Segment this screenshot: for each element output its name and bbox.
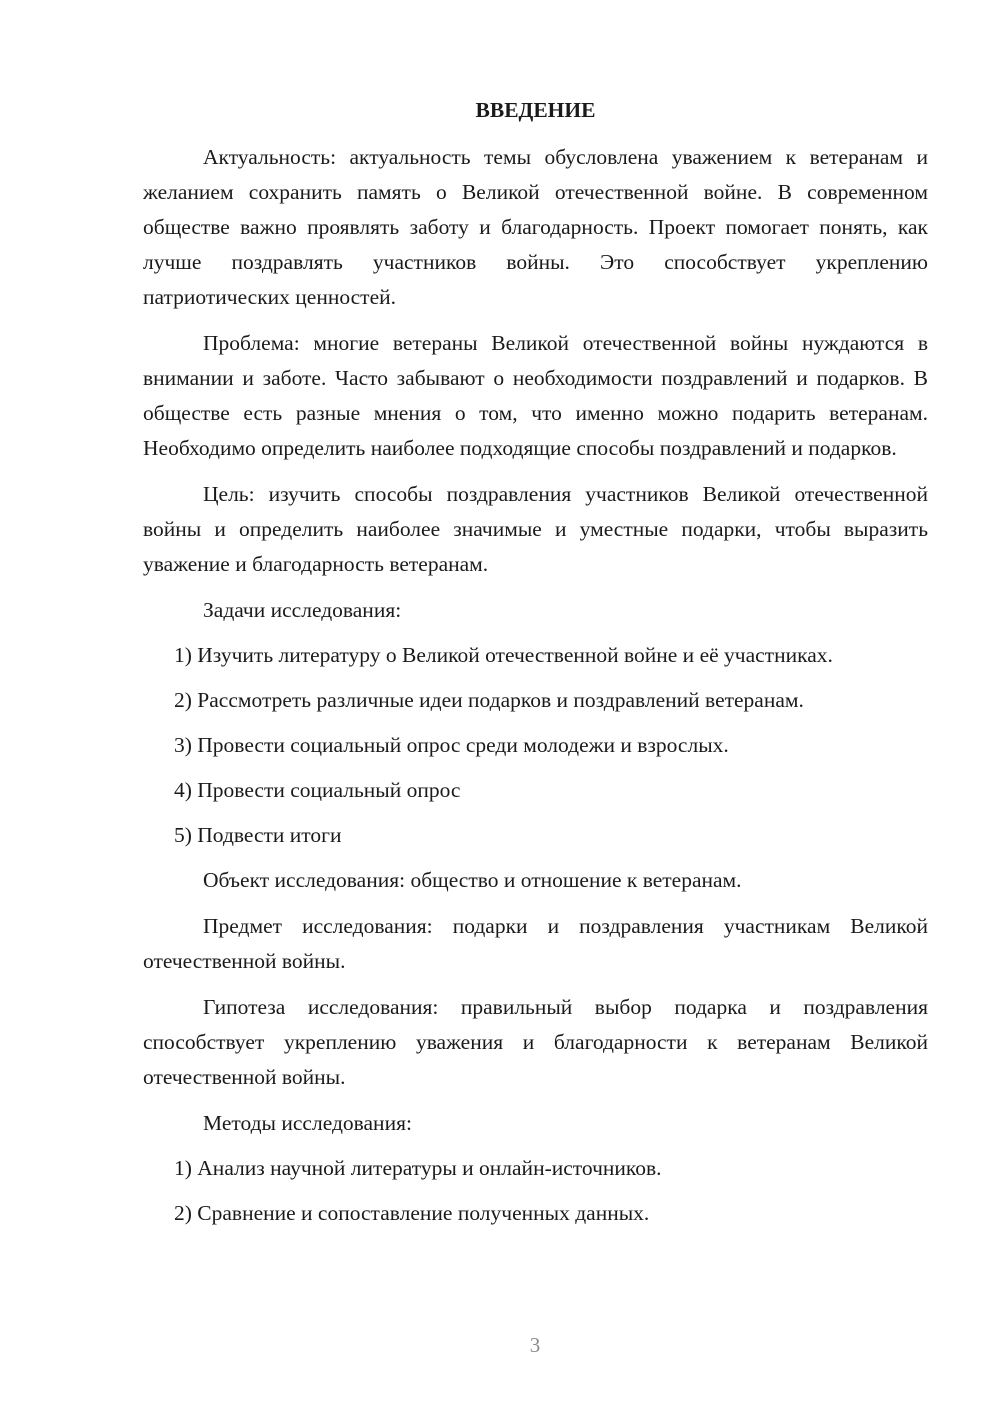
task-item: 3) Провести социальный опрос среди молодежи и взрослых. bbox=[174, 733, 729, 757]
task-item: 5) Подвести итоги bbox=[174, 823, 342, 847]
task-item: 4) Провести социальный опрос bbox=[174, 778, 461, 802]
method-item: 2) Сравнение и сопоставление полученных данных. bbox=[174, 1201, 650, 1225]
hypothesis-paragraph: Гипотеза исследования: правильный выбор подарка и поздравления способствует укреплению уважения и благодарности к ветеранам Великой отечественной войны. bbox=[143, 995, 928, 1089]
page-content bbox=[143, 93, 928, 1241]
tasks-list bbox=[143, 638, 928, 853]
tasks-heading: Задачи исследования: bbox=[203, 598, 402, 622]
methods-list bbox=[143, 1151, 928, 1231]
task-item: 1) Изучить литературу о Великой отечественной войне и её участниках. bbox=[174, 643, 833, 667]
method-item: 1) Анализ научной литературы и онлайн-источников. bbox=[174, 1156, 662, 1180]
relevance-paragraph: Актуальность: актуальность темы обусловлена уважением к ветеранам и желанием сохранить память о Великой отечественной войне. В современном обществе важно проявлять заботу и благодарность. Проект помогает понять, как лучше поздравлять участников войны. Это способствует укреплению патриотических ценностей. bbox=[143, 145, 928, 309]
subject-paragraph: Предмет исследования: подарки и поздравления участникам Великой отечественной войны. bbox=[143, 914, 928, 973]
methods-heading: Методы исследования: bbox=[203, 1111, 412, 1135]
object-paragraph: Объект исследования: общество и отношение к ветеранам. bbox=[203, 868, 742, 892]
page-number: 3 bbox=[529, 1333, 541, 1357]
goal-paragraph: Цель: изучить способы поздравления участников Великой отечественной войны и определить наиболее значимые и уместные подарки, чтобы выразить уважение и благодарность ветеранам. bbox=[143, 482, 928, 576]
section-title: ВВЕДЕНИЕ bbox=[475, 98, 596, 122]
problem-paragraph: Проблема: многие ветераны Великой отечественной войны нуждаются в внимании и заботе. Часто забывают о необходимости поздравлений и подарков. В обществе есть разные мнения о том, что именно можно подарить ветеранам. Необходимо определить наиболее подходящие способы поздравлений и подарков. bbox=[143, 331, 928, 460]
task-item: 2) Рассмотреть различные идеи подарков и поздравлений ветеранам. bbox=[174, 688, 804, 712]
